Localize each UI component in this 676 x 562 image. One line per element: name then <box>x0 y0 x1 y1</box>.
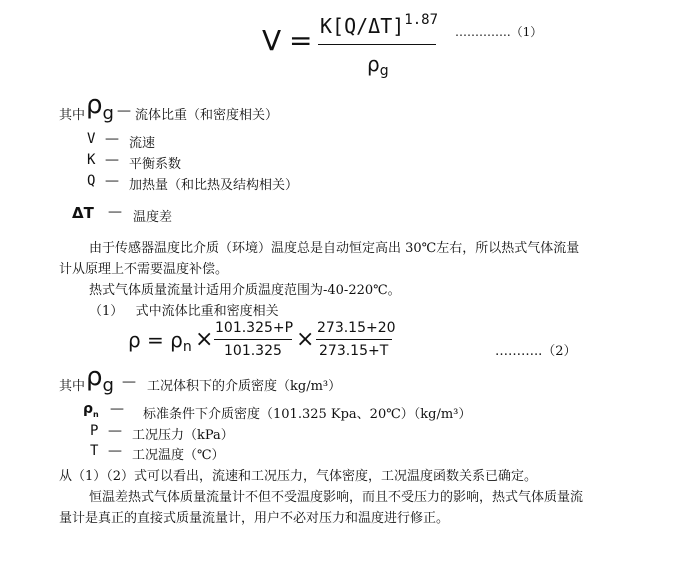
eq2-lhs <box>128 328 192 355</box>
eq2-frac1-denominator: 101.325 <box>224 343 282 359</box>
eq1-reference: …………..（1） <box>455 25 543 39</box>
paragraph-3: （1） 式中流体比重和密度相关 <box>89 304 279 319</box>
defs1-rho-g-sub: g <box>102 103 114 124</box>
eq2-frac2-denominator: 273.15+T <box>319 343 389 359</box>
defs1-dt-dash: — <box>108 204 122 220</box>
defs2-rho-g-sub: g <box>102 375 114 396</box>
eq1-denominator-sub: g <box>379 63 389 79</box>
defs1-q-text: 加热量（和比热及结构相关） <box>129 178 299 193</box>
eq1-denominator <box>367 52 389 79</box>
defs2-rho-n-sub: n <box>93 409 99 419</box>
defs2-rho-g-symbol <box>86 362 114 396</box>
eq2-frac2-bar <box>316 339 392 340</box>
paragraph-1-line-2: 计从原理上不需要温度补偿。 <box>59 262 229 277</box>
defs1-v-dash: — <box>105 131 119 147</box>
conclusion-line-2: 恒温差热式气体质量流量计不但不受温度影响，而且不受压力的影响，热式气体质量流 <box>89 490 584 505</box>
defs2-p-symbol: P <box>90 423 99 439</box>
defs2-rho-n-dash: — <box>110 401 124 417</box>
eq1-lhs: V <box>262 24 282 57</box>
defs1-v-text: 流速 <box>129 136 156 151</box>
defs1-q-dash: — <box>105 173 119 189</box>
eq2-frac1-numerator: 101.325+P <box>215 320 294 336</box>
conclusion-line-1: 从（1）（2）式可以看出，流速和工况压力，气体密度，工况温度函数关系已确定。 <box>59 469 538 484</box>
defs2-p-dash: — <box>108 423 122 439</box>
defs1-q-symbol: Q <box>87 173 96 189</box>
defs1-rho-g-symbol <box>86 90 114 124</box>
defs1-dt-symbol: ΔT <box>72 204 94 222</box>
defs1-rho-g-dash: — <box>117 103 131 119</box>
eq2-reference: ………..（2） <box>495 344 577 359</box>
defs1-rho-g-text: 流体比重（和密度相关） <box>135 108 279 123</box>
eq1-numerator <box>320 12 438 38</box>
defs2-rho-n-text: 标准条件下介质密度（101.325 Kpa、20℃）（kg/m³） <box>143 407 472 422</box>
eq2-lhs-text: ρ = ρ <box>128 328 183 352</box>
paragraph-2: 热式气体质量流量计适用介质温度范围为-40-220℃。 <box>89 283 401 298</box>
defs1-k-dash: — <box>105 152 119 168</box>
eq1-exponent: 1.87 <box>404 12 439 28</box>
defs1-k-text: 平衡系数 <box>129 157 182 172</box>
defs1-rho-g-sym: ρ <box>86 90 103 120</box>
eq1-numerator-text: K[Q/ΔT] <box>320 14 405 38</box>
eq2-times-1: × <box>195 327 214 352</box>
eq2-frac2-numerator: 273.15+20 <box>317 320 396 336</box>
defs1-prefix: 其中 <box>59 108 86 123</box>
defs1-k-symbol: K <box>87 152 96 168</box>
defs2-rho-g-text: 工况体积下的介质密度（kg/m³） <box>147 379 342 394</box>
defs2-prefix: 其中 <box>59 379 86 394</box>
eq2-times-2: × <box>296 327 315 352</box>
eq1-denominator-sym: ρ <box>367 52 380 76</box>
defs1-v-symbol: V <box>87 131 96 147</box>
defs2-rho-n-symbol <box>83 401 99 419</box>
eq1-equals: = <box>289 24 313 57</box>
defs2-t-symbol: T <box>90 443 99 459</box>
defs2-p-text: 工况压力（kPa） <box>132 428 234 443</box>
conclusion-line-3: 量计是真正的直接式质量流量计，用户不必对压力和温度进行修正。 <box>59 511 450 526</box>
defs2-rho-n-sym: ρ <box>83 401 94 417</box>
defs2-t-dash: — <box>108 443 122 459</box>
eq2-lhs-sub: n <box>182 339 192 355</box>
paragraph-1-line-1: 由于传感器温度比介质（环境）温度总是自动恒定高出 30℃左右，所以热式气体流量 <box>89 241 580 256</box>
defs1-dt-text: 温度差 <box>133 210 173 225</box>
defs2-rho-g-sym: ρ <box>86 362 103 392</box>
eq2-frac1-bar <box>214 339 292 340</box>
eq1-fraction-bar <box>318 44 436 45</box>
defs2-t-text: 工况温度（℃） <box>132 448 225 463</box>
defs2-rho-g-dash: — <box>122 374 136 390</box>
